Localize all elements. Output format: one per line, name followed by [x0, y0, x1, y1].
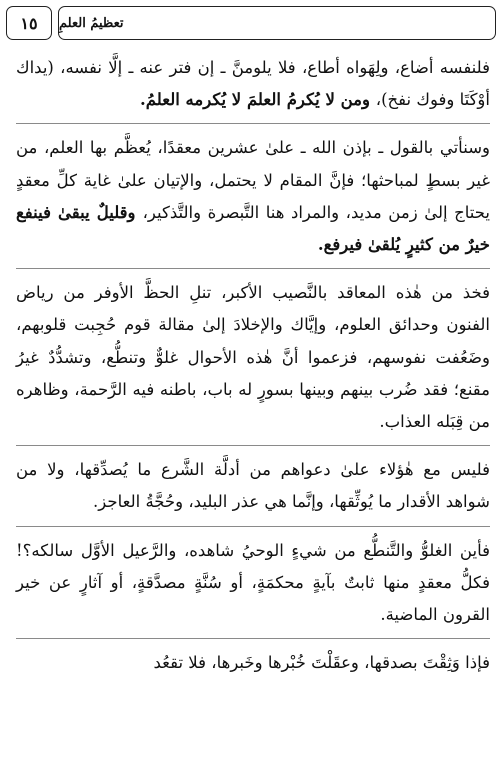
paragraph-divider: [16, 445, 490, 446]
paragraph-text: فإذا وَثِقْتَ بصدقها، وعقَلْتَ خُبْرها وخَبرها، فلا تقعُد: [153, 653, 490, 673]
paragraph-text: فليس مع هٰؤلاء علىٰ دعواهم من أدلَّة الشَّرع ما يُصدِّقها، ولا من شواهد الأقدار ما يُوثِّقها، وإنَّما هي عذر البليد، وحُجَّةُ العاجز.: [16, 460, 490, 512]
paragraph: [16, 52, 490, 116]
paragraph-bold-text: وقليلٌ يبقىٰ فينفع خيرٌ من كثيرٍ يُلقىٰ فيرفع.: [16, 202, 490, 255]
page-number-box: [6, 6, 52, 40]
page-body: [16, 52, 490, 679]
paragraph-bold-text: ومن لا يُكرمُ العلمَ لا يُكرمه العلمُ.: [140, 90, 376, 110]
paragraph-text: وسنأتي بالقول ـ بإذن الله ـ علىٰ عشرين معقدًا، يُعظَّم بها العلم، من غير بسطٍ لمباحثها؛ فإنَّ المقام لا يحتمل، والإتيان علىٰ غاية كلِّ معقدٍ يحتاج إلىٰ زمن مديد، والمراد هنا التَّبصرة والتَّذكير،: [16, 138, 491, 222]
paragraph: [16, 647, 490, 679]
page-number: ١٥: [20, 13, 38, 33]
paragraph-text: فلنفسه أضاع، ولِهَواه أطاع، فلا يلومنَّ ـ إن فتر عنه ـ إلَّا نفسه، (يداك أوْكَتَا وفوك نفخ)،: [16, 58, 490, 110]
paragraph-divider: [16, 123, 490, 124]
header-title: تعظيمُ العلمِ: [59, 15, 124, 31]
header-title-box: [58, 6, 496, 40]
paragraph-divider: [16, 268, 490, 269]
paragraph-text: فأين الغلوُّ والتَّنطُّع من شيءٍ الوحيُ شاهده، والرَّعيل الأوَّل سالكه؟! فكلُّ معقدٍ منها ثابتٌ بآيةٍ محكمَةٍ، أو سُنَّةٍ مصدَّقةٍ، أو آثارٍ عن خير القرون الماضية.: [16, 540, 490, 625]
paragraph: [16, 277, 490, 438]
paragraph-divider: [16, 638, 490, 639]
paragraph: [16, 535, 490, 632]
paragraph: [16, 454, 490, 518]
paragraph-text: فخذ من هٰذه المعاقد بالنَّصيب الأكبر، تنلِ الحظَّ الأوفر من رياض الفنون وحدائق العلوم، وإيَّاك والإخلادَ إلىٰ مقالة قوم حُجِبت قلوبهم، وضَعُفت نفوسهم، فزعموا أنَّ هٰذه الأحوال غلوٌّ وتنطُّع، وتشدُّدٌ غيرُ مقنع؛ فقد ضُرب بينهم وبينها بسورٍ له باب، باطنه فيه الرَّحمة، وظاهره من قِبَله العذاب.: [16, 283, 490, 432]
paragraph-divider: [16, 526, 490, 527]
paragraph: [16, 132, 490, 261]
page-header: [6, 6, 496, 40]
